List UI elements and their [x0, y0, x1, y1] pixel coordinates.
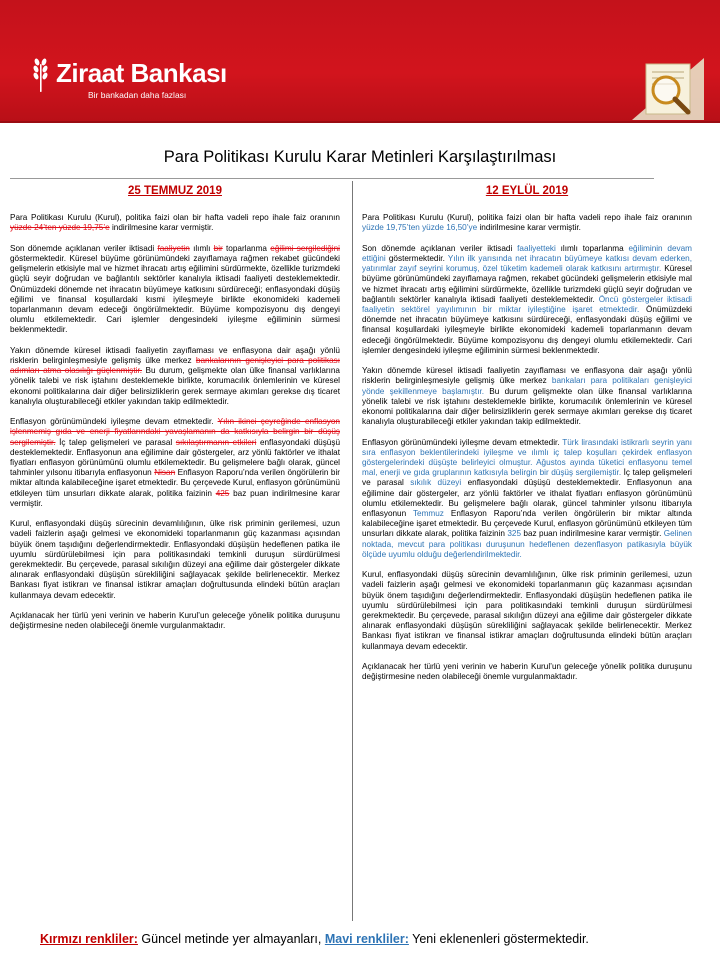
- paragraph: [10, 611, 340, 631]
- text-segment: Bu durum, gelişmekte olan ülke finansal varlıklarına yönelik talebi ve risk iştahını desteklemekle birlikte, korumacılık önlemlerinin ve küresel ekonomi politikalarına dair diğer belirsizliklerin gerek sermaye akımları gerekse dış ticaret kanalıyla oluşturabileceği etkiler yakından takip edilmektedir.: [10, 366, 340, 406]
- paragraph: [362, 662, 692, 682]
- text-segment: baz puan indirilmesine karar vermiştir.: [521, 529, 664, 539]
- text-segment: Bu durum gelişmekte olan ülke finansal varlıklarına yönelik talebi ve risk iştahını desteklemekle birlikte, korumacılık önlemlerinin ve küresel ekonomi politikalarına dair diğer belirsizliklerin gerek sermaye akımları gerekse dış ticaret kanalıyla oluşturabileceği etkiler yakından takip edilmektedir.: [362, 386, 692, 427]
- text-segment: toparlanma: [222, 243, 271, 253]
- wheat-logo-icon: [31, 58, 51, 94]
- added-text: yüzde 19,75’ten yüzde 16,50’ye: [362, 223, 478, 233]
- removed-text: sıkılaştırmanın etkileri: [175, 437, 257, 447]
- text-segment: indirilmesine karar vermiştir.: [477, 223, 581, 233]
- text-segment: Kurul, enflasyondaki düşüş sürecinin devamlılığının, ülke risk priminin gerilemesi, uzun vadeli faizlerin aşağı gelmesi ve ekonomideki toparlanmanın güç kazanması açısından büyük önem taşıdığını değerlendirmektedir. Enflasyondaki düşüşün hedeflenen patika ile uyumlu sürdürülebilmesi için para politikasındaki temkinli duruşun sürdürülmesi gerekmektedir. Bu çerçevede, parasal sıkılığın düzeyi ana eğilime dair göstergeler dikkate alınarak enflasyondaki düşüşün sürekliliğini sağlayacak şekilde belirlenecektir. Merkez Bankası fiyat istikrarı ve finansal istikrar amaçları doğrultusunda elindeki bütün araçları kullanmaya devam edecektir.: [362, 570, 692, 651]
- magnifier-emblem-icon: [632, 58, 704, 120]
- paragraph: [362, 213, 692, 233]
- paragraph: [362, 366, 692, 427]
- paragraph: [362, 244, 692, 356]
- text-segment: göstermektedir. Küresel büyüme görünümündeki zayıflamaya rağmen rekabet gücündeki gelişmelerin etkisiyle mal ve hizmet ihracatı artış eğilimini sürdürmekte, özellikle turizmdeki güçlü seyir doğrudan ve bağlantılı sektörler kanalıyla iktisadi faaliyeti desteklemektedir. Önümüzdeki dönemde net ihracatın büyümeye katkısını sürdüreceği; enflasyondaki düşüş eğilimi ve finansal koşullardaki kısmi iyileşmeyle birlikte ekonomideki kademeli toparlanmanın devam edeceği öngörülmektedir. Büyüme kompozisyonu dış dengeyi olumlu etkilemektedir. Cari işlemler dengesindeki iyileşme eğiliminin sürmesi beklenmektedir.: [10, 254, 340, 335]
- removed-text: yüzde 24’ten yüzde 19,75’e: [10, 223, 110, 233]
- paragraph: [10, 213, 340, 233]
- text-segment: Yakın dönemde küresel iktisadi faaliyetin zayıflaması ve enflasyona dair aşağı yönlü risklerin belirginleşmesiyle gelişmiş ülke merkez: [10, 345, 340, 366]
- removed-text: bir: [213, 243, 223, 253]
- added-text: 325: [507, 529, 522, 539]
- legend-blue-label: Mavi renkliler:: [324, 932, 409, 946]
- added-text: Yılın ilk yarısında net ihracatın büyümeye katkısı devam ederken, yatırımlar zayıf seyrini korumuş, özel tüketim kademeli olarak katkısını artırmıştır.: [362, 254, 692, 274]
- text-segment: ılımlı: [189, 243, 214, 253]
- current-statement-date: 12 EYLÜL 2019: [485, 185, 569, 197]
- page-title: Para Politikası Kurulu Karar Metinleri Karşılaştırılması: [163, 148, 557, 166]
- added-text: eğiliminin devam ettiğini: [362, 243, 692, 263]
- text-segment: Son dönemde açıklanan veriler iktisadi: [10, 243, 158, 253]
- current-statement-text: [362, 213, 692, 682]
- brand-tagline: Bir bankadan daha fazlası: [88, 90, 187, 100]
- legend-red-text: Güncel metinde yer almayanları,: [137, 932, 325, 946]
- added-text: Temmuz: [412, 509, 444, 519]
- text-segment: Para Politikası Kurulu (Kurul), politika faizi olan bir hafta vadeli repo ihale faiz oranının: [10, 213, 340, 223]
- text-segment: enflasyondaki düşüşü desteklemektedir. Enflasyonun ana eğilimine dair göstergeler, arz yönlü faktörler ve ithalat fiyatları enflasyon görünümünü olumlu etkilemektedir. Bu gelişmelere bağlı olarak, güncel tahminler yılsonu itibarıyla enflasyonun: [362, 478, 692, 519]
- brand-name: Ziraat Bankası: [56, 58, 227, 88]
- text-segment: Açıklanacak her türlü yeni verinin ve haberin Kurul’un geleceğe yönelik politika duruşunu değiştirmesine neden olabileceği önemle vurgulanmaktadır.: [362, 662, 692, 682]
- removed-text: Yılın ikinci çeyreğinde enflasyon işlenmemiş gıda ve enerji fiyatlarındaki yavaşlamanın da katkısıyla belirgin bir düşüş sergilemiştir.: [10, 417, 340, 447]
- text-segment: ılımlı toparlanma: [555, 243, 629, 253]
- added-text: Öncü göstergeler iktisadi faaliyetin sektörel yayılımının bir miktar iyileştiğine işaret etmektedir.: [362, 294, 692, 315]
- text-segment: Kurul, enflasyondaki düşüş sürecinin devamlılığının, ülke risk priminin gerilemesi, uzun vadeli faizlerin aşağı gelmesi ve ekonomideki toparlanmanın güç kazanması açısından büyük önem taşıdığını değerlendirmektedir. Enflasyondaki düşüşün hedeflenen patika ile uyumlu sürdürülebilmesi için para politikasındaki temkinli duruşun sürdürülmesi gerekmektedir. Bu çerçevede, parasal sıkılığın düzeyi ana eğilime dair göstergeler dikkate alınarak enflasyondaki düşüşün sürekliliğini sağlayacak şekilde belirlenecektir. Merkez Bankası fiyat istikrarı ve finansal istikrar amaçları doğrultusunda elindeki bütün araçları kullanmaya devam edecektir.: [10, 519, 340, 600]
- text-segment: indirilmesine karar vermiştir.: [109, 223, 214, 233]
- added-text: faaliyetteki: [517, 243, 556, 253]
- text-segment: Yakın dönemde küresel iktisadi faaliyetin zayıflaması ve enflasyona dair aşağı yönlü risklerin belirginleşmesiyle gelişmiş ülke merkez: [362, 366, 692, 386]
- column-divider: [352, 181, 353, 921]
- previous-statement-date: 25 TEMMUZ 2019: [128, 185, 222, 197]
- paragraph: [10, 417, 340, 509]
- text-segment: göstermektedir.: [385, 254, 448, 263]
- removed-text: eğilimi sergilediğini: [270, 243, 340, 253]
- text-segment: Açıklanacak her türlü yeni verinin ve haberin Kurul’un geleceğe yönelik politika duruşunu değiştirmesine neden olabileceği önemle vurgulanmaktadır.: [10, 611, 340, 631]
- text-segment: İç talep gelişmeleri ve parasal: [55, 437, 176, 447]
- added-text: Türk lirasındaki istikrarlı seyrin yanı sıra enflasyon beklentilerindeki iyileşme ve ılımlı iç talep koşulları çekirdek enflasyon göstergelerindeki düşüşte belirleyici olmuştur. Ağustos ayında tüketici enflasyonu temel mal, enerji ve gıda gruplarının katkısıyla belirgin bir düşüş sergilemiştir.: [362, 437, 692, 478]
- paragraph: [10, 519, 340, 601]
- legend-blue-text: Yeni eklenenleri göstermektedir.: [408, 932, 589, 946]
- previous-statement-text: [10, 213, 340, 631]
- text-segment: Küresel büyüme görünümündeki zayıflamaya rağmen, rekabet gücündeki gelişmelerin etkisiyle mal ve hizmet ihracatı artış eğilimini sürdürmekte, özellikle turizmdeki güçlü seyir doğrudan ve bağlantılı sektörler kanalıyla iktisadi faaliyeti desteklemektedir.: [362, 264, 692, 304]
- previous-statement-column: [10, 186, 340, 642]
- title-divider: [10, 178, 654, 179]
- removed-text: Nisan: [154, 468, 176, 478]
- text-segment: Enflasyon Raporu’nda verilen öngörülerin bir miktar altında kalabileceğine işaret etmektedir. Bu çerçevede Kurul, enflasyon görünümünü etkileyen tüm unsurları dikkate alarak, politika faizinin: [10, 468, 340, 498]
- removed-text: bankalarının genişleyici para politikası adımları atma olasılığı güçlenmiştir.: [10, 356, 340, 376]
- text-segment: Enflasyon görünümündeki iyileşme devam etmektedir.: [362, 437, 563, 447]
- current-statement-column: [362, 186, 692, 693]
- text-segment: Para Politikası Kurulu (Kurul), politika faizi olan bir hafta vadeli repo ihale faiz oranının: [362, 213, 692, 223]
- removed-text: faaliyetin: [157, 243, 190, 253]
- text-segment: baz puan indirilmesine karar vermiştir.: [10, 488, 341, 508]
- text-segment: enflasyondaki düşüşü desteklemektedir. Enflasyonun ana eğilimine dair göstergeler, arz yönlü faktörler ve ithalat fiyatları enflasyon görünümünü olumlu etkilemektedir. Bu gelişmelere bağlı olarak, güncel tahminler yılsonu itibarıyla enflasyonun: [10, 437, 341, 478]
- text-segment: Enflasyon görünümündeki iyileşme devam etmektedir.: [10, 417, 218, 427]
- text-segment: Enflasyon Raporu’nda verilen öngörülerin bir miktar altında kalabileceğine işaret etmektedir. Bu çerçevede Kurul, enflasyon görünümünü etkileyen tüm unsurları dikkate alarak, politika faizinin: [362, 509, 692, 539]
- added-text: bankaları para politikaları genişleyici yönde şekillenmeye başlamıştır.: [362, 376, 692, 396]
- added-text: Gelinen noktada, mevcut para politikası duruşunun hedeflenen dezenflasyon patikasıyla büyük ölçüde uyumlu olduğu değerlendirilmektedir.: [362, 529, 692, 559]
- added-text: sıkılık düzeyi: [410, 478, 462, 488]
- legend-red-label: Kırmızı renkliler:: [40, 932, 138, 946]
- removed-text: 425: [215, 488, 230, 498]
- paragraph: [362, 570, 692, 652]
- header-divider: [0, 121, 720, 123]
- text-segment: Önümüzdeki dönemde net ihracatın büyümeye katkısını sürdüreceği, enflasyondaki düşüş eğilimi ve finansal koşullardaki iyileşmeyle birlikte ekonomideki kademeli toparlanmanın devam edeceği öngörülmektedir. Büyüme kompozisyonu dış dengeyi olumlu etkilemektedir. Cari işlemler dengesindeki iyileşme eğiliminin sürmesi beklenmektedir.: [362, 305, 692, 355]
- color-legend: [40, 932, 589, 946]
- paragraph: [10, 244, 340, 336]
- paragraph: [10, 346, 340, 407]
- page-header: [0, 0, 720, 122]
- text-segment: Son dönemde açıklanan veriler iktisadi: [362, 243, 518, 253]
- paragraph: [362, 438, 692, 560]
- text-segment: İç talep gelişmeleri ve parasal: [362, 468, 693, 488]
